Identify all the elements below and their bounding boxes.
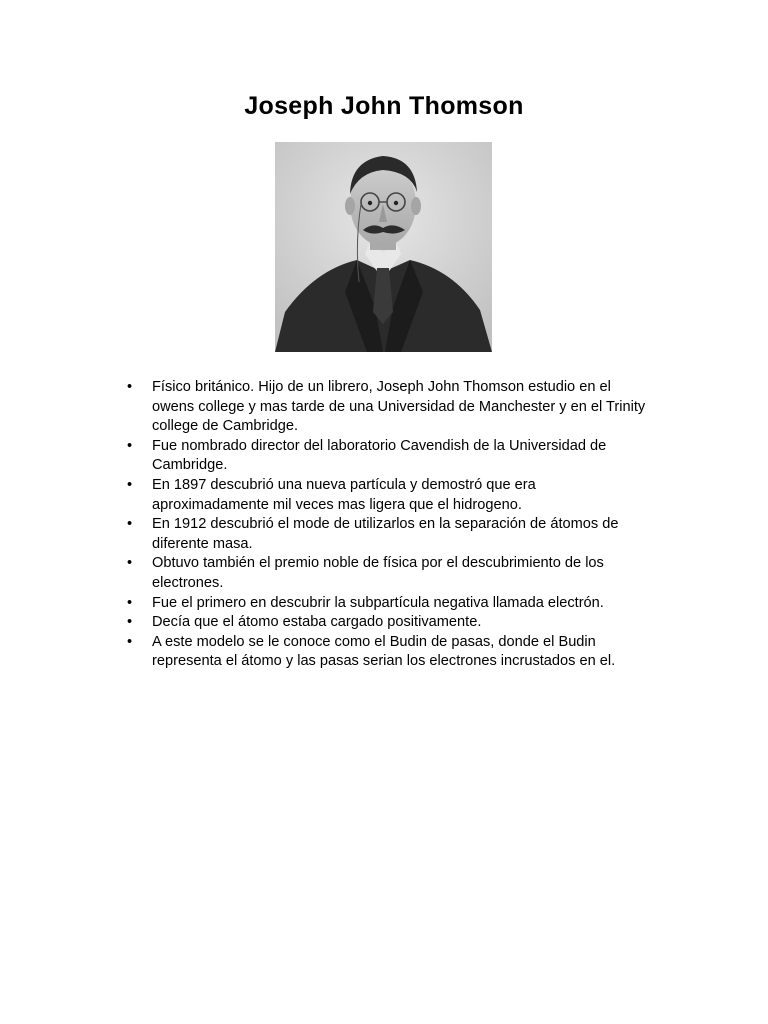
bullet-marker: •	[127, 476, 133, 493]
list-item	[124, 437, 654, 476]
page-title: Joseph John Thomson	[244, 92, 524, 120]
list-item-text: Fue nombrado director del laboratorio Cavendish de la Universidad de Cambridge.	[152, 437, 607, 474]
portrait-illustration	[275, 142, 492, 352]
list-item	[124, 554, 654, 593]
list-item-text: En 1912 descubrió el mode de utilizarlos en la separación de átomos de diferente masa.	[152, 516, 619, 552]
list-item-text: A este modelo se le conoce como el Budin de pasas, donde el Budin representa el átomo y las pasas serian los electrones incrustados en el.	[152, 633, 616, 670]
bullet-list	[124, 378, 654, 672]
bullet-marker: •	[127, 516, 133, 533]
bullet-marker: •	[127, 594, 133, 611]
bullet-marker: •	[127, 379, 133, 395]
list-item-text: Obtuvo también el premio noble de física por el descubrimiento de los electrones.	[152, 555, 604, 591]
list-item	[124, 515, 654, 554]
list-item-text: En 1897 descubrió una nueva partícula y demostró que era aproximadamente mil veces mas ligera que el hidrogeno.	[152, 476, 536, 513]
list-item	[124, 613, 654, 633]
list-item	[124, 378, 654, 437]
list-item-text: Fue el primero en descubrir la subpartícula negativa llamada electrón.	[152, 594, 604, 611]
list-item	[124, 594, 654, 614]
bullet-marker: •	[127, 555, 133, 572]
bullet-marker: •	[127, 614, 133, 631]
portrait-photo	[275, 142, 492, 352]
list-item	[124, 476, 654, 515]
bullet-marker: •	[127, 633, 133, 650]
list-item	[124, 633, 654, 672]
list-item-text: Físico británico. Hijo de un librero, Joseph John Thomson estudio en el owens college y mas tarde de una Universidad de Manchester y en el Trinity college de Cambridge.	[152, 379, 646, 435]
list-item-text: Decía que el átomo estaba cargado positivamente.	[152, 614, 482, 631]
bullet-marker: •	[127, 437, 133, 454]
